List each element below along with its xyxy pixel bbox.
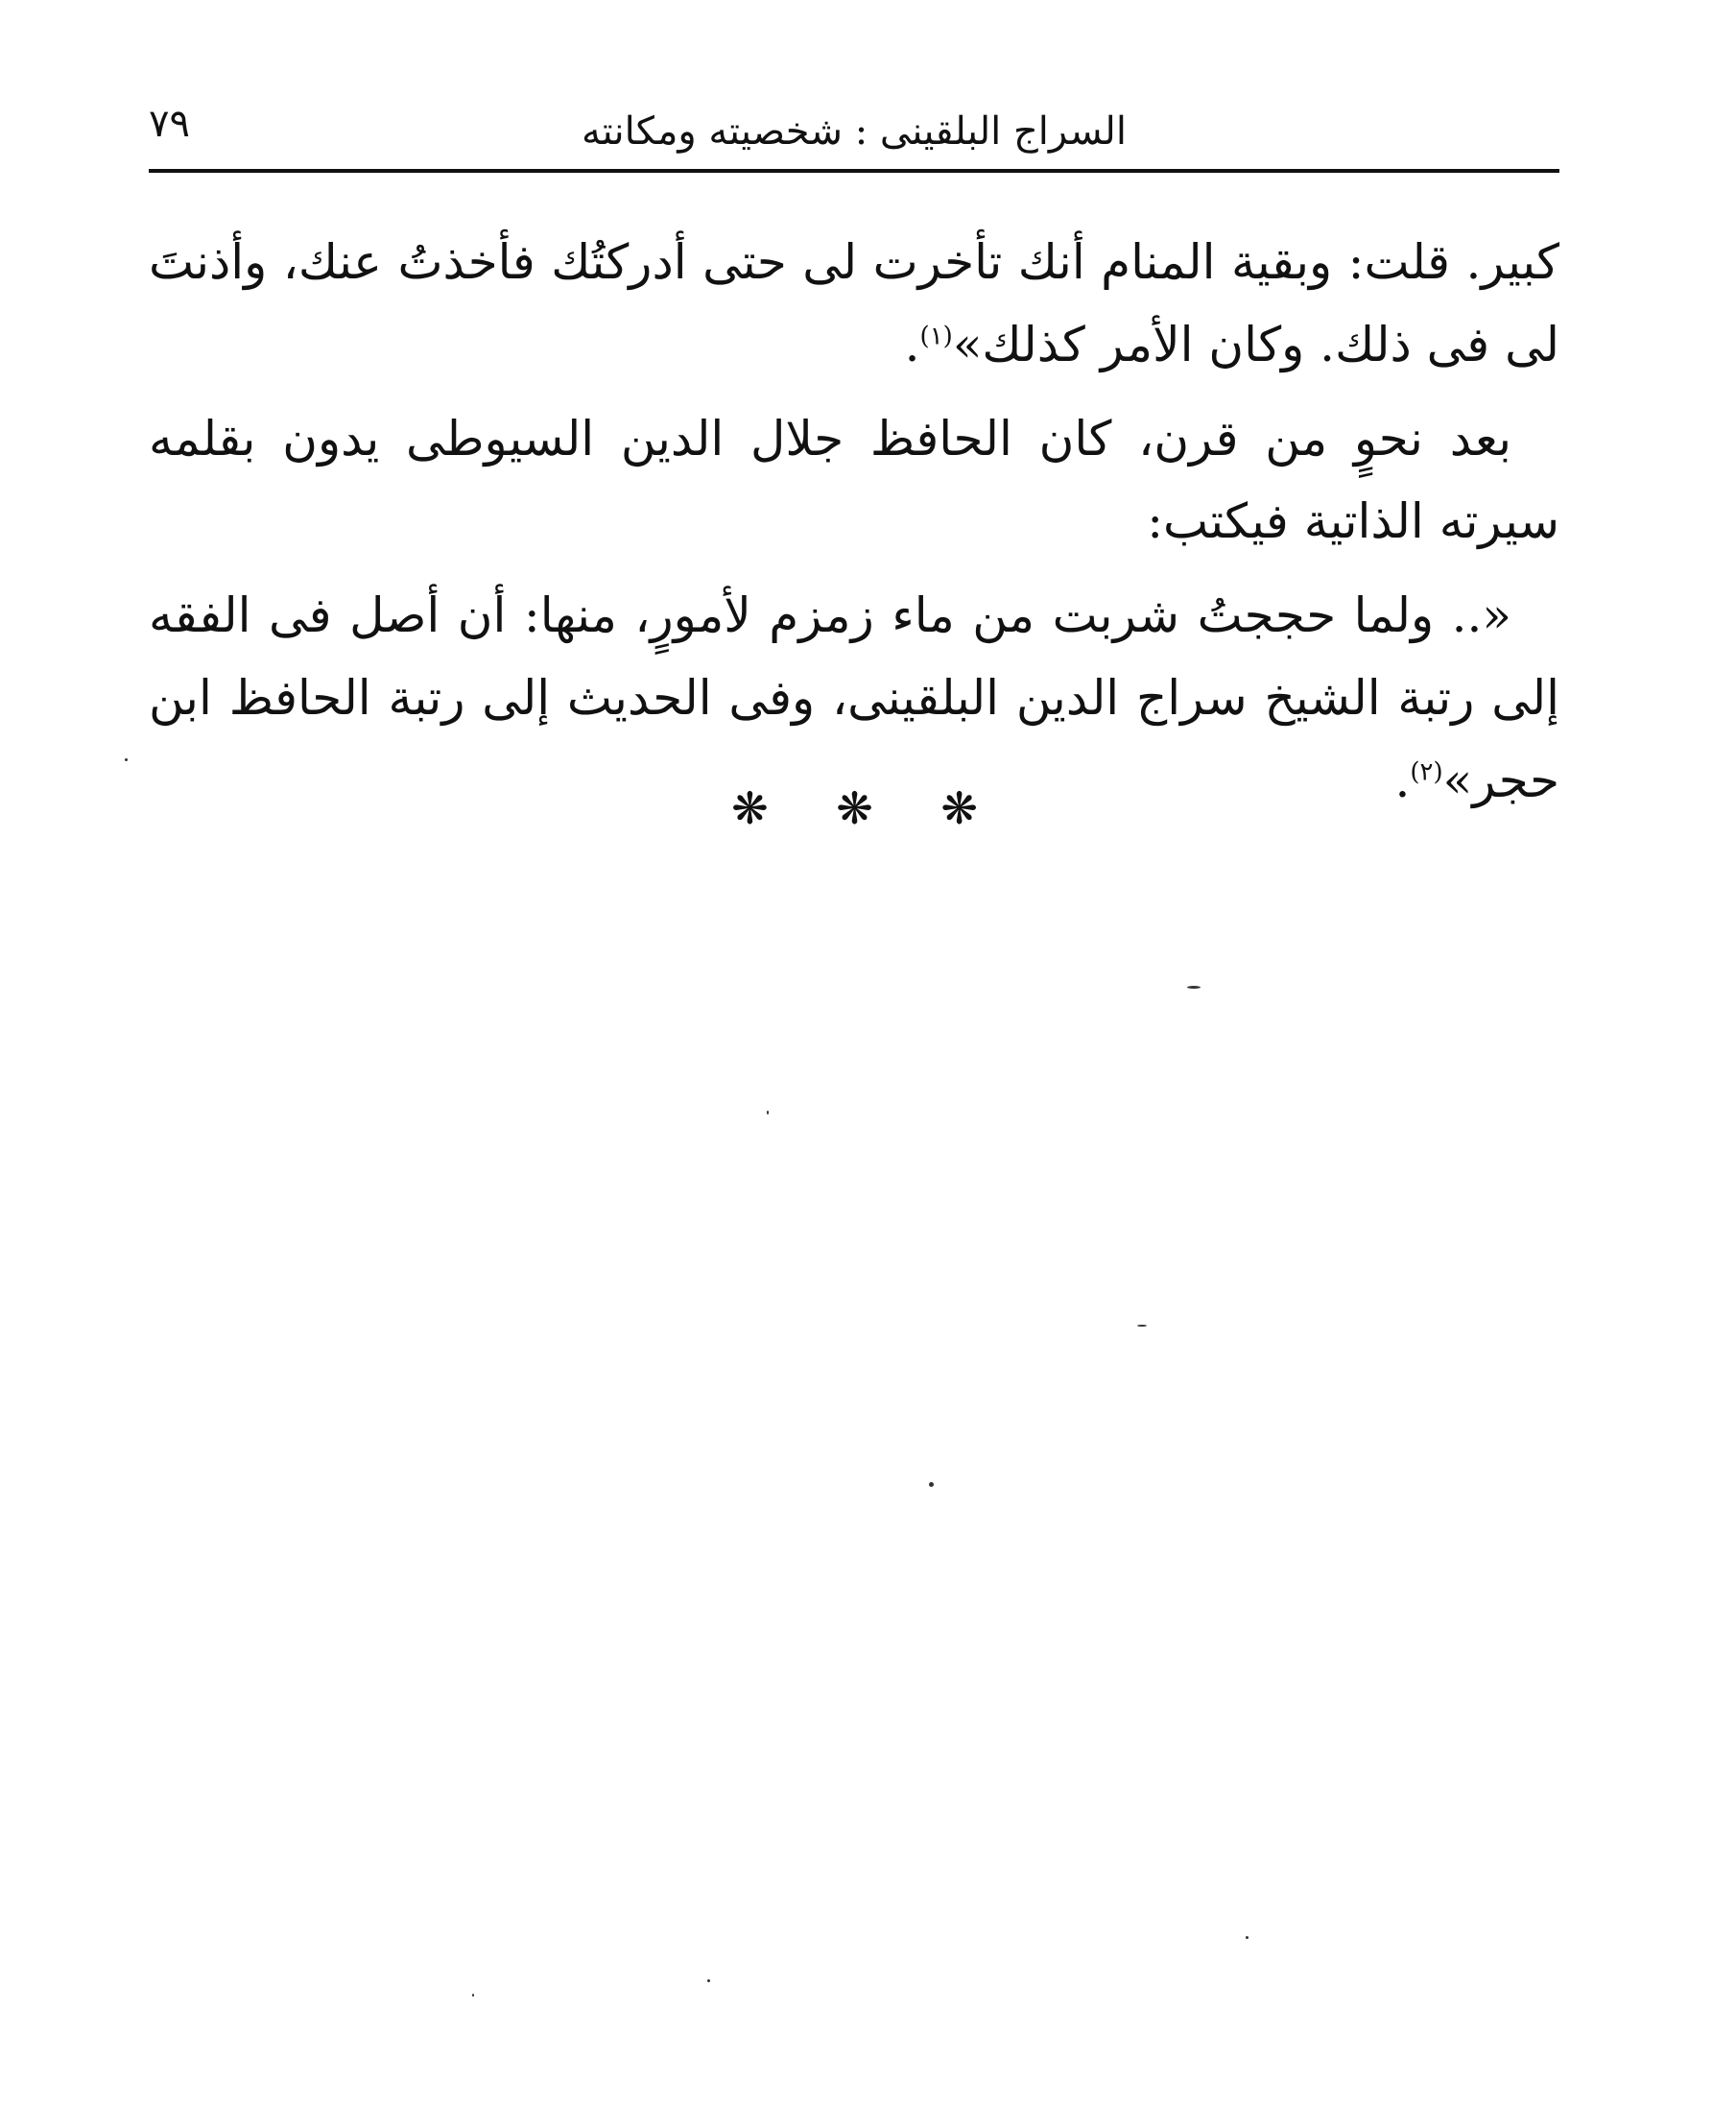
scan-speck: [767, 1111, 769, 1114]
footnote-mark: (١): [919, 322, 953, 351]
paragraph-tail: .: [904, 317, 920, 372]
page-header: [149, 96, 1559, 173]
running-title: السراج البلقينى : شخصيته ومكانته: [582, 109, 1127, 154]
scan-speck: [1246, 1936, 1248, 1939]
scan-speck: [1187, 986, 1201, 989]
scan-speck: [707, 1979, 710, 1982]
paragraph-text: بعد نحوٍ من قرن، كان الحافظ جلال الدين السيوطى يدون بقلمه سيرته الذاتية فيكتب:: [149, 411, 1559, 549]
scan-speck: [472, 1994, 474, 1997]
footnote-mark: (٢): [1410, 757, 1443, 787]
scan-speck: [125, 758, 128, 761]
body-text: [149, 221, 1559, 833]
section-separator: ❋ ❋ ❋: [731, 782, 1005, 834]
header-rule: [149, 169, 1559, 173]
page-number: ٧٩: [149, 102, 190, 146]
paragraph: [149, 221, 1559, 386]
paragraph: [149, 397, 1559, 563]
paragraph-text: كبير. قلت: وبقية المنام أنك تأخرت لى حتى أدركتُك فأخذتُ عنك، وأذنتَ لى فى ذلك. وكان الأمر كذلك»: [149, 234, 1559, 372]
paragraph-text: «.. ولما حججتُ شربت من ماء زمزم لأمورٍ، منها: أن أصل فى الفقه إلى رتبة الشيخ سراج الدين البلقينى، وفى الحديث إلى رتبة الحافظ ابن حجر»: [149, 587, 1559, 808]
scan-speck: [1137, 1325, 1147, 1327]
scan-speck: [929, 1482, 934, 1487]
paragraph-tail: .: [1394, 753, 1411, 808]
